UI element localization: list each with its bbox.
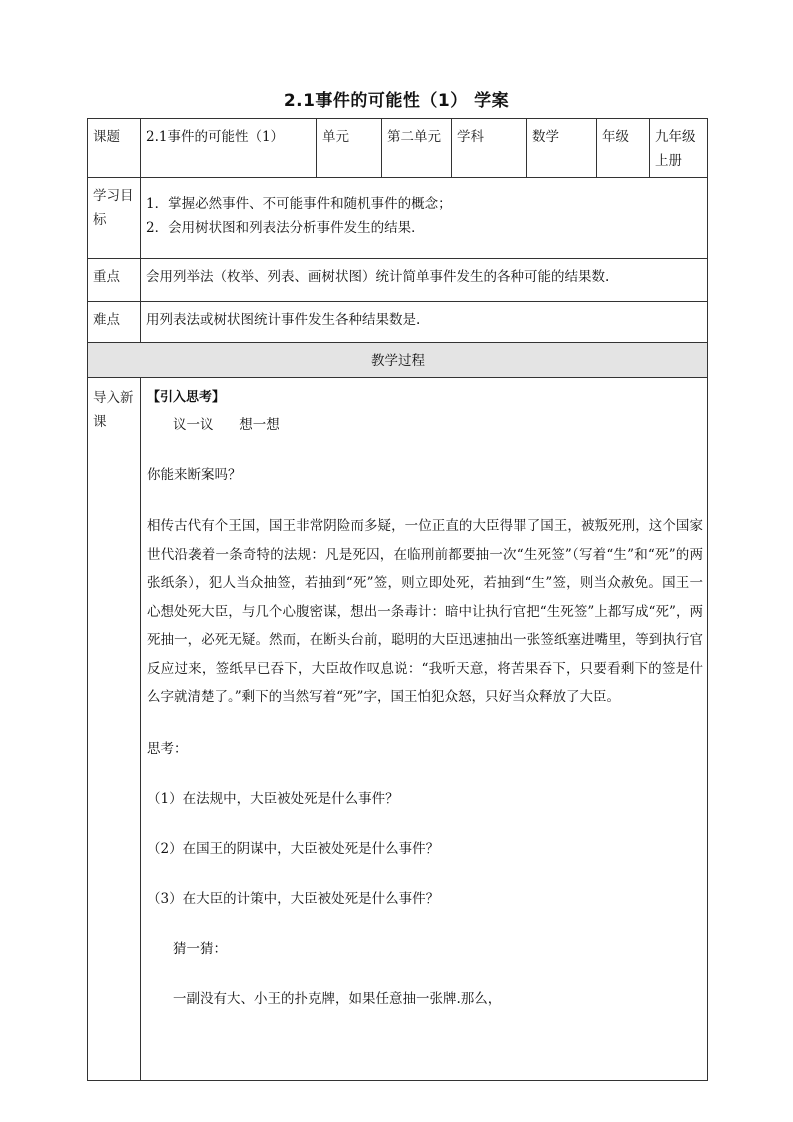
grade-label: 年级 xyxy=(597,119,650,178)
difficulties-label: 难点 xyxy=(88,302,141,343)
guess-text: 一副没有大、小王的扑克牌，如果任意抽一张牌.那么， xyxy=(173,990,502,1007)
intro-row xyxy=(88,378,708,1081)
process-header-row xyxy=(88,343,708,378)
key-points-row xyxy=(88,259,708,302)
think-question: （2）在国王的阴谋中，大臣被处死是什么事件？ xyxy=(147,840,440,857)
lesson-plan-table xyxy=(87,118,708,1081)
key-points-label: 重点 xyxy=(88,259,141,302)
unit-value: 第二单元 xyxy=(382,119,452,178)
goals-label: 学习目标 xyxy=(88,178,141,259)
think-question: （3）在大臣的计策中，大臣被处死是什么事件？ xyxy=(147,890,440,907)
topic-value: 2.1事件的可能性（1） xyxy=(141,119,317,178)
think-label: 思考： xyxy=(147,740,188,757)
header-row xyxy=(88,119,708,178)
intro-label: 导入新课 xyxy=(88,378,141,1081)
topic-label: 课题 xyxy=(88,119,141,178)
subject-value: 数学 xyxy=(527,119,597,178)
intro-question: 你能来断案吗？ xyxy=(147,467,242,483)
unit-label: 单元 xyxy=(317,119,382,178)
grade-value: 九年级上册 xyxy=(650,119,708,178)
goals-content xyxy=(141,178,708,259)
difficulties-row xyxy=(88,302,708,343)
difficulties-text: 用列表法或树状图统计事件发生各种结果数是. xyxy=(141,302,708,343)
goal-item: 1．掌握必然事件、不可能事件和随机事件的概念； xyxy=(146,196,452,212)
intro-subtitle: 议一议 想一想 xyxy=(173,417,280,433)
think-question: （1）在法规中，大臣被处死是什么事件？ xyxy=(147,790,399,807)
story-paragraph: 相传古代有个王国，国王非常阴险而多疑，一位正直的大臣得罪了国王，被叛死刑，这个国家世代沿袭着一条奇特的法规：凡是死囚，在临刑前都要抽一次“生死签”（写着“生”和“死”的两张纸条），犯人当众抽签，若抽到“死”签，则立即处死，若抽到“生”签，则当众赦免。国王一心想处死大臣，与几个心腹密谋，想出一条毒计：暗中让执行官把“生死签”上都写成“死”，两死抽一，必死无疑。然而，在断头台前，聪明的大臣迅速抽出一张签纸塞进嘴里，等到执行官反应过来，签纸早已吞下，大臣故作叹息说：“我听天意，将苦果吞下，只要看剩下的签是什么字就清楚了。”剩下的当然写着“死”字，国王怕犯众怒，只好当众释放了大臣。 xyxy=(147,518,703,705)
goal-item: 2．会用树状图和列表法分析事件发生的结果． xyxy=(146,220,425,236)
subject-label: 学科 xyxy=(452,119,527,178)
goals-row xyxy=(88,178,708,259)
key-points-text: 会用列举法（枚举、列表、画树状图）统计简单事件发生的各种可能的结果数. xyxy=(141,259,708,302)
intro-content xyxy=(141,378,708,1081)
document-title: 2.1事件的可能性（1） 学案 xyxy=(283,91,510,111)
section-title: 【引入思考】 xyxy=(147,390,226,405)
process-header: 教学过程 xyxy=(88,343,708,378)
guess-label: 猜一猜： xyxy=(173,940,227,957)
